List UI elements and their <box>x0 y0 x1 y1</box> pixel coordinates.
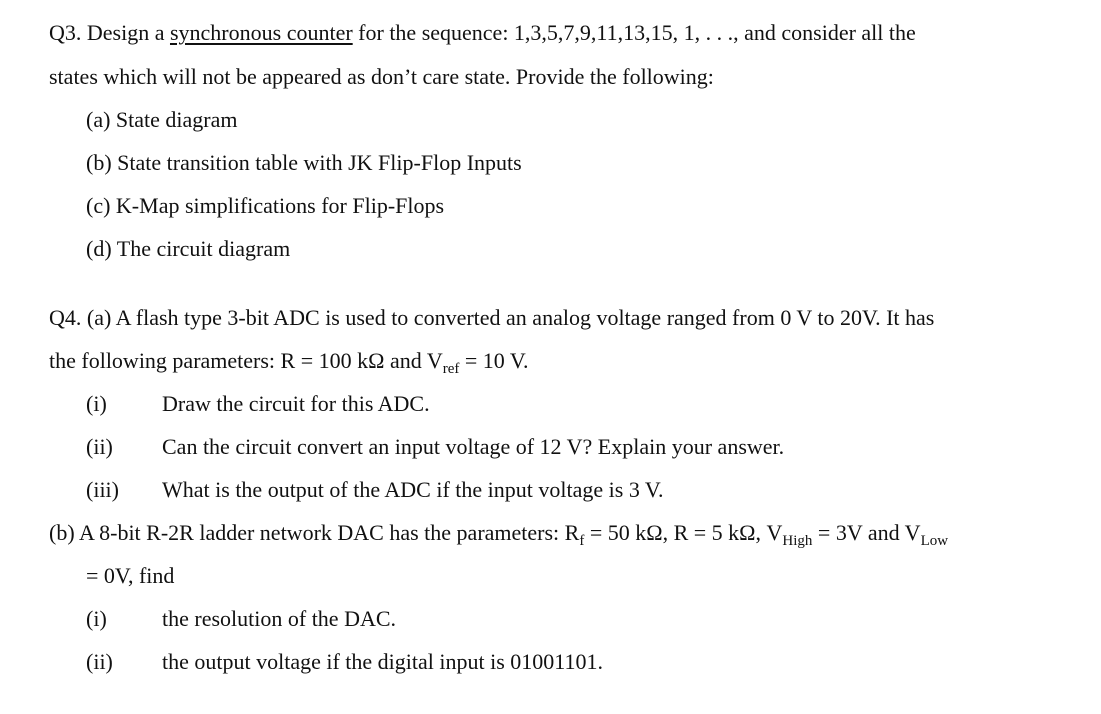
vref-subscript: ref <box>442 361 460 377</box>
q3-text-start: Q3. Design a <box>49 20 170 45</box>
q3-line-1 <box>49 20 916 46</box>
q4-b-line-2: = 0V, find <box>86 563 175 588</box>
vhigh-subscript: High <box>782 533 813 549</box>
q4-a-line-1: Q4. (a) A flash type 3-bit ADC is used to converted an analog voltage ranged from 0 V to 20V. It has <box>49 305 935 330</box>
item-number: (iii) <box>86 477 119 502</box>
q4-b-params-mid-1: = 50 kΩ, R = 5 kΩ, V <box>584 520 783 545</box>
q3-part-b: (b) State transition table with JK Flip-Flop Inputs <box>86 150 522 175</box>
q4-b-line-1 <box>49 520 948 549</box>
item-text: Draw the circuit for this ADC. <box>162 391 430 416</box>
item-number: (i) <box>86 391 107 416</box>
q4-b-params: (b) A 8-bit R-2R ladder network DAC has the parameters: R <box>49 520 580 545</box>
vlow-subscript: Low <box>920 533 949 549</box>
item-number: (i) <box>86 606 107 631</box>
q4-a-line-2 <box>49 348 528 377</box>
q4-a-params: the following parameters: R = 100 kΩ and V <box>49 348 443 373</box>
q3-text-end: for the sequence: 1,3,5,7,9,11,13,15, 1, . . ., and consider all the <box>352 20 916 45</box>
q3-underlined-term: synchronous counter <box>169 20 353 45</box>
item-number: (ii) <box>86 649 113 674</box>
item-text: the output voltage if the digital input is 01001101. <box>162 649 603 674</box>
q4-a-params-end: = 10 V. <box>459 348 529 373</box>
item-number: (ii) <box>86 434 113 459</box>
item-text: the resolution of the DAC. <box>162 606 397 631</box>
q3-part-c: (c) K-Map simplifications for Flip-Flops <box>86 193 445 218</box>
q3-part-d: (d) The circuit diagram <box>86 236 291 261</box>
rf-subscript: f <box>579 533 585 549</box>
q4-b-params-mid-2: = 3V and V <box>812 520 921 545</box>
q3-part-a: (a) State diagram <box>86 107 238 132</box>
item-text: What is the output of the ADC if the input voltage is 3 V. <box>162 477 664 502</box>
q3-line-2: states which will not be appeared as don’t care state. Provide the following: <box>49 64 714 89</box>
item-text: Can the circuit convert an input voltage of 12 V? Explain your answer. <box>162 434 785 459</box>
